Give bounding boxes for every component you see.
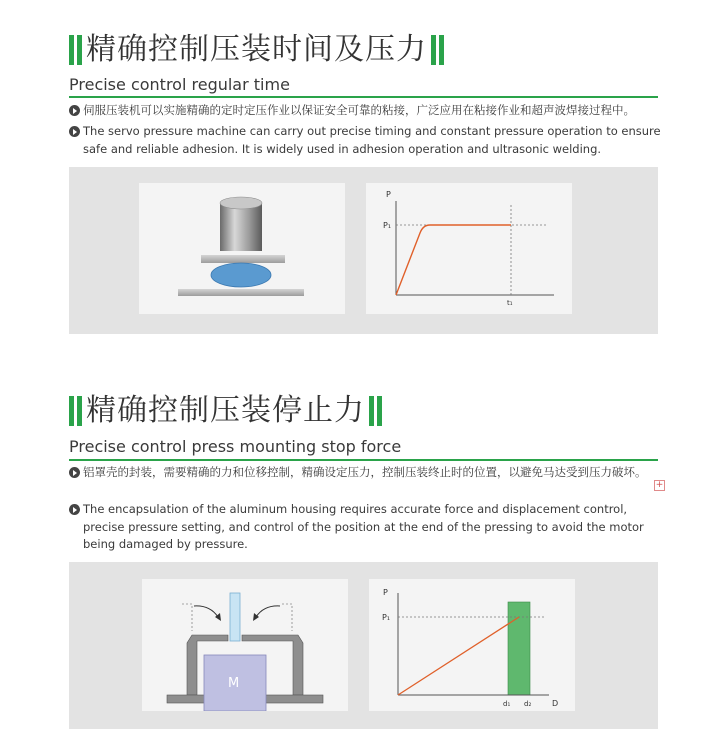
d1-label: d₁: [503, 700, 511, 708]
lower-plate: [178, 289, 304, 296]
force-line: [398, 617, 519, 695]
section1-figure-panel: [69, 167, 658, 334]
play-circle-icon: [69, 126, 80, 137]
plus-box-icon[interactable]: +: [655, 480, 664, 490]
press-cylinder: [220, 203, 262, 251]
x-axis-label: D: [552, 699, 559, 708]
adhesive-part: [211, 263, 271, 287]
section2-title-row: [69, 393, 382, 429]
play-circle-icon: [69, 467, 80, 478]
y-axis-label: P: [386, 190, 391, 199]
fold-arrow-right: [256, 606, 280, 617]
upper-plate: [201, 255, 285, 263]
section2-title-en: Precise control press mounting stop force: [69, 437, 402, 456]
section2-divider: [69, 459, 658, 461]
y-axis-label: P: [383, 588, 388, 597]
graph2-svg: [369, 579, 575, 711]
section1-bullet-en: The servo pressure machine can carry out precise timing and constant pressure operation to ensure safe and reliable adhesion. It is widely used in adhesion operation and ultrasonic welding.: [69, 123, 661, 158]
motor-label: M: [228, 676, 240, 691]
section1-title-cn: 精确控制压装时间及压力: [86, 32, 427, 67]
stop-band: [508, 602, 530, 695]
d2-label: d₂: [524, 700, 532, 708]
time-pressure-graph: [366, 183, 572, 314]
press-illustration: [139, 183, 345, 314]
t1-label: t₁: [507, 299, 513, 307]
section2-bullet-cn: 铝罩壳的封装，需要精确的力和位移控制，精确设定压力，控制压装终止时的位置，以避免马达受到压力破坏。: [69, 464, 661, 482]
pressure-curve: [396, 225, 511, 295]
play-circle-icon: [69, 504, 80, 515]
graph1-svg: [366, 183, 572, 314]
double-bar-icon: [431, 35, 444, 65]
double-bar-icon: [369, 396, 382, 426]
force-displacement-graph: [369, 579, 575, 711]
fold-arrow-left: [194, 606, 218, 617]
double-bar-icon: [69, 35, 82, 65]
play-circle-icon: [69, 105, 80, 116]
housing-drawing: [142, 579, 348, 711]
housing-illustration: [142, 579, 348, 711]
p1-label: P₁: [383, 221, 392, 230]
section1-bullet-cn: 伺服压装机可以实施精确的定时定压作业以保证安全可靠的粘接，广泛应用在粘接作业和超声波焊接过程中。: [69, 102, 661, 120]
double-bar-icon: [69, 396, 82, 426]
motor-shaft: [230, 593, 240, 641]
section1-title-row: [69, 32, 444, 68]
section2-figure-panel: [69, 562, 658, 729]
section1-title-en: Precise control regular time: [69, 75, 290, 94]
p1-label: P₁: [382, 613, 391, 622]
press-drawing: [139, 183, 345, 314]
section1-divider: [69, 96, 658, 98]
section2-title-cn: 精确控制压装停止力: [86, 393, 365, 428]
section2-bullet-en: The encapsulation of the aluminum housing requires accurate force and displacement control, precise pressure setting, and control of the position at the end of the pressing to avoid the motor being damaged by pressure.: [69, 501, 661, 554]
